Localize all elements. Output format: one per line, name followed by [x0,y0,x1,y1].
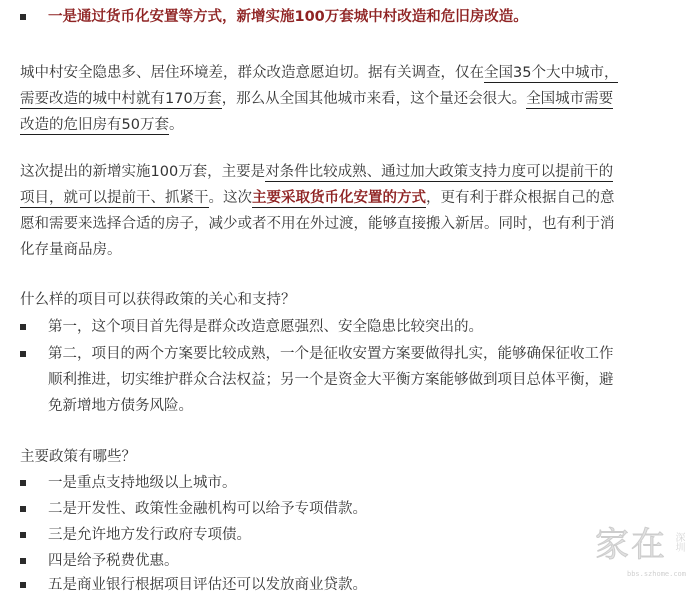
watermark-url: bbs.szhome.com [626,570,686,578]
bullet-icon [20,506,26,512]
bullet-icon [20,14,26,20]
p1-l3-a-underlined: 改造的危旧房有50万套 [20,117,169,133]
section-1-heading: 什么样的项目可以获得政策的关心和支持？ [20,292,296,308]
bullet-icon [20,324,26,330]
p2-l2-b: 。这次 [208,190,252,206]
section-1-item-1-line-1: 第一，这个项目首先得是群众改造意愿强烈、安全隐患比较突出的。 [48,319,483,335]
bullet-icon [20,532,26,538]
paragraph-2-line-1 [20,159,680,185]
section-2-item-3 [20,524,251,546]
p2-l2-c-highlight: 主要采取货币化安置的方式 [252,190,426,206]
site-watermark-logo [595,517,686,566]
paragraph-1 [20,60,680,138]
bullet-icon [20,351,26,357]
paragraph-1-line-3 [20,112,680,138]
section-1-item-2-line-2: 顺利推进，切实维护群众合法权益；另一个是资金大平衡方案能够做到项目总体平衡，避 [48,372,614,388]
section-2-item-1-text: 一是重点支持地级以上城市。 [48,475,237,491]
p1-l2-b: ，那么从全国其他城市来看，这个量还会很大。 [221,91,527,107]
paragraph-2-line-4: 化存量商品房。 [20,242,122,258]
p2-l1-a: 这次提出的新增实施100万套，主要是 [20,164,266,180]
section-2-item-2-text: 二是开发性、政策性金融机构可以给予专项借款。 [48,501,367,517]
bullet-icon [20,480,26,486]
section-2-heading: 主要政策有哪些？ [20,449,136,465]
section-1-item-2-line-3: 免新增地方债务风险。 [48,398,193,414]
bullet-icon [20,558,26,564]
section-1-item-2 [20,341,614,419]
section-2-item-4-text: 四是给予税费优惠。 [48,553,179,569]
section-2-item-4 [20,550,179,572]
intro-bullet-text: 一是通过货币化安置等方式，新增实施100万套城中村改造和危旧房改造。 [48,9,528,25]
p1-l2-c-underlined: 全国城市需要 [526,91,614,107]
section-2-item-2 [20,498,367,520]
watermark-sub-text: 深圳 [673,531,684,552]
section-1-item-2-line-1: 第二，项目的两个方案要比较成熟，一个是征收安置方案要做得扎实，能够确保征收工作 [48,346,614,362]
p2-l1-b-underlined: 对条件比较成熟、通过加大政策支持力度可以提前干的 [265,164,614,180]
intro-bullet [20,6,528,28]
section-2-item-3-text: 三是允许地方发行政府专项债。 [48,527,251,543]
paragraph-2-line-3: 愿和需要来选择合适的房子，减少或者不用在外过渡，能够直接搬入新居。同时，也有利于消 [20,216,615,232]
bullet-icon [20,582,26,588]
paragraph-2-line-2 [20,185,680,211]
section-2-item-1 [20,472,237,494]
p2-l2-a-underlined: 项目，就可以提前干、抓紧干 [20,190,209,206]
section-1-item-1 [20,314,483,340]
paragraph-1-line-1 [20,60,680,86]
section-2-item-5 [20,574,367,596]
paragraph-2 [20,159,680,263]
p1-l3-b: 。 [168,117,184,133]
p1-l2-a-underlined: 需要改造的城中村就有170万套 [20,91,222,107]
p1-l1-a: 城中村安全隐患多、居住环境差，群众改造意愿迫切。据有关调查，仅在 [20,65,484,81]
paragraph-1-line-2 [20,86,680,112]
section-2-item-5-text: 五是商业银行根据项目评估还可以发放商业贷款。 [48,577,367,593]
p2-l2-d: ，更有利于群众根据自己的意 [426,190,615,206]
p1-l1-b-underlined: 全国35个大中城市， [484,65,619,81]
watermark-main-text: 家在 [595,525,667,565]
